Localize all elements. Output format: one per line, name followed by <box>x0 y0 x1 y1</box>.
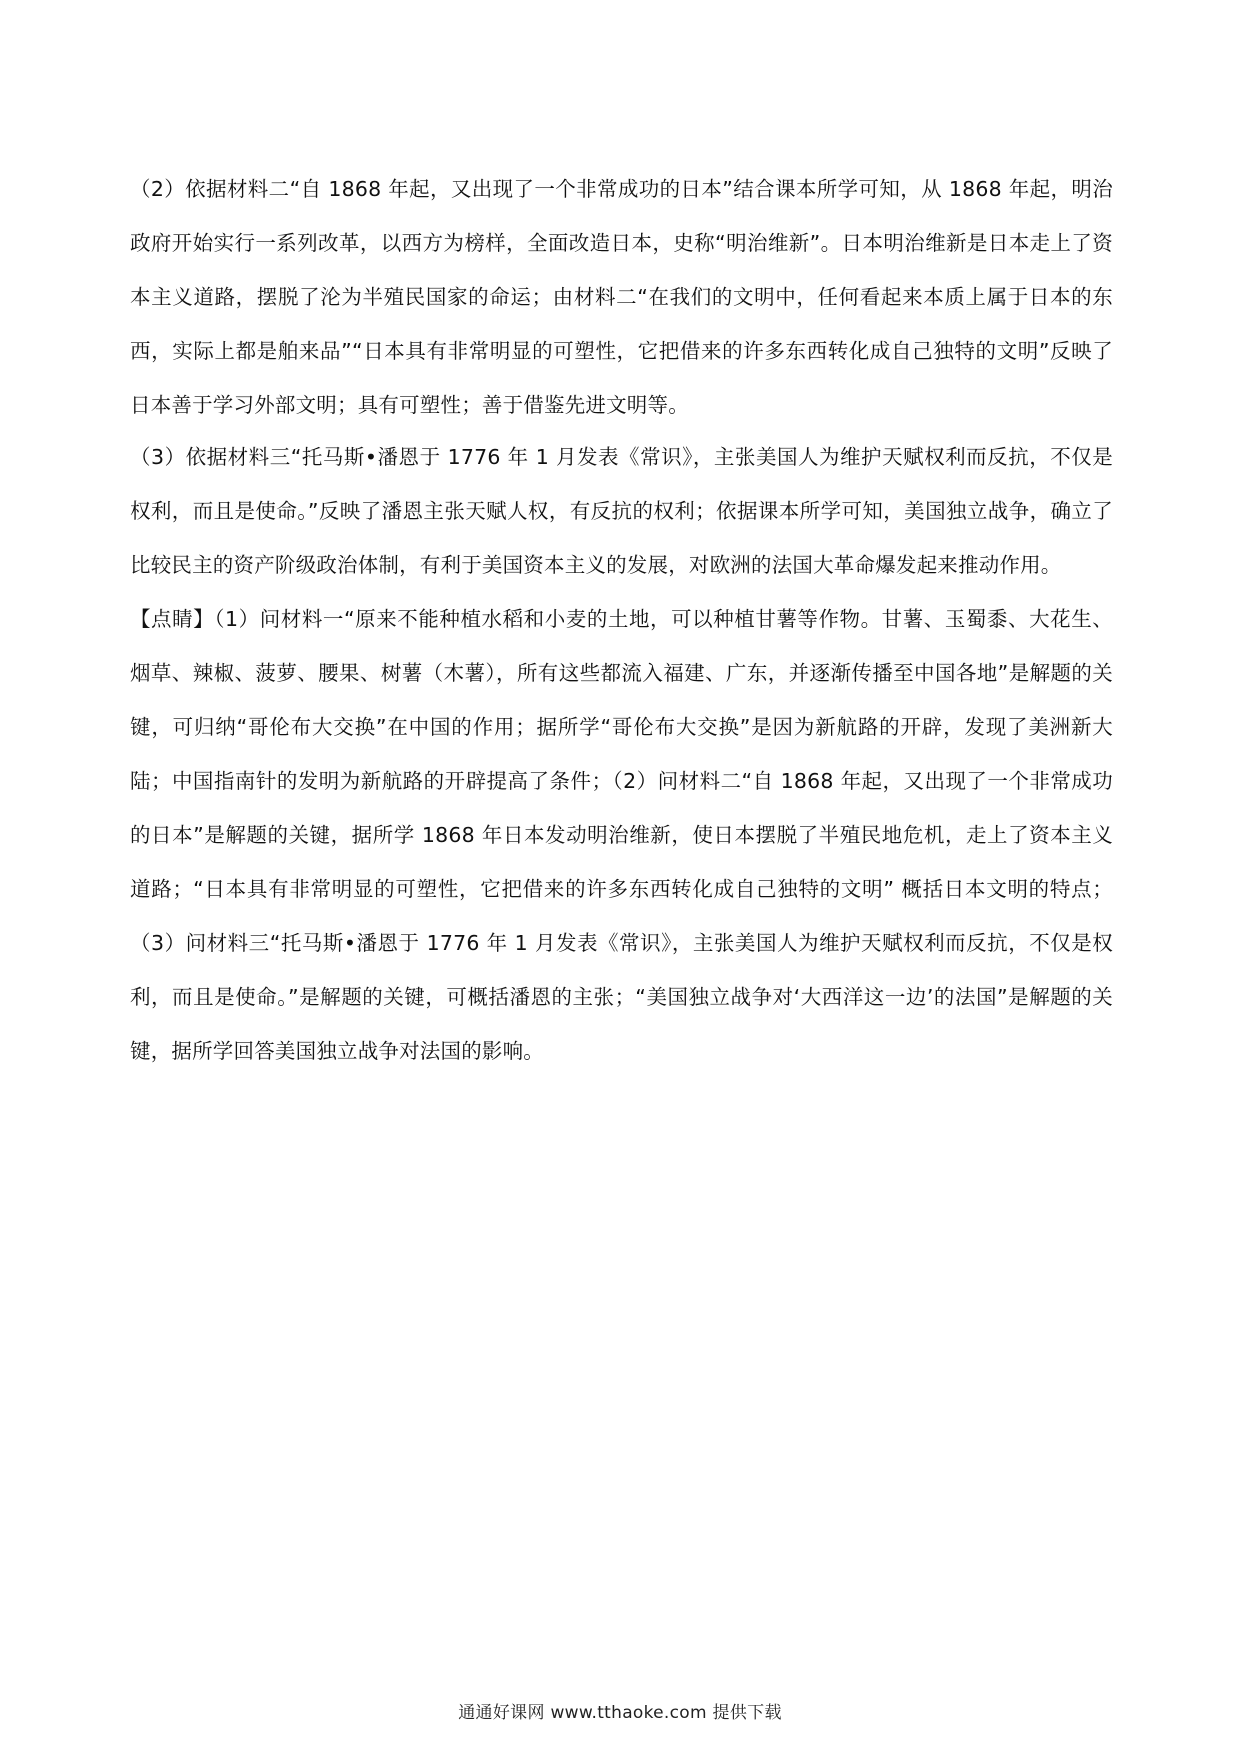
answer-paragraph-2: （2）依据材料二“自 1868 年起，又出现了一个非常成功的日本”结合课本所学可知，从 1868 年起，明治政府开始实行一系列改革，以西方为榜样，全面改造日本，史称“明治维新”。日本明治维新是日本走上了资本主义道路，摆脱了沦为半殖民国家的命运；由材料二“在我们的文明中，任何看起来本质上属于日本的东西，实际上都是舶来品”“日本具有非常明显的可塑性，它把借来的许多东西转化成自己独特的文明”反映了日本善于学习外部文明；具有可塑性；善于借鉴先进文明等。 <box>130 177 1113 417</box>
page-footer: 通通好课网 www.tthaoke.com 提供下载 <box>458 1703 782 1723</box>
answer-paragraph-3: （3）依据材料三“托马斯•潘恩于 1776 年 1 月发表《常识》，主张美国人为维护天赋权利而反抗，不仅是权利，而且是使命。”反映了潘恩主张天赋人权，有反抗的权利；依据课本所学可知，美国独立战争，确立了比较民主的资产阶级政治体制，有利于美国资本主义的发展，对欧洲的法国大革命爆发起来推动作用。 <box>130 445 1113 577</box>
key-points-paragraph: 【点睛】（1）问材料一“原来不能种植水稻和小麦的土地，可以种植甘薯等作物。甘薯、玉蜀黍、大花生、烟草、辣椒、菠萝、腰果、树薯（木薯），所有这些都流入福建、广东，并逐渐传播至中国各地”是解题的关键，可归纳“哥伦布大交换”在中国的作用；据所学“哥伦布大交换”是因为新航路的开辟，发现了美洲新大陆；中国指南针的发明为新航路的开辟提高了条件；（2）问材料二“自 1868 年起，又出现了一个非常成功的日本”是解题的关键，据所学 1868 年日本发动明治维新，使日本摆脱了半殖民地危机，走上了资本主义道路；“日本具有非常明显的可塑性，它把借来的许多东西转化成自己独特的文明” 概括日本文明的特点；（3）问材料三“托马斯•潘恩于 1776 年 1 月发表《常识》，主张美国人为维护天赋权利而反抗，不仅是权利，而且是使命。”是解题的关键，可概括潘恩的主张；“美国独立战争对‘大西洋这一边’的法国”是解题的关键，据所学回答美国独立战争对法国的影响。 <box>130 607 1113 1063</box>
document-body <box>130 162 1113 1078</box>
